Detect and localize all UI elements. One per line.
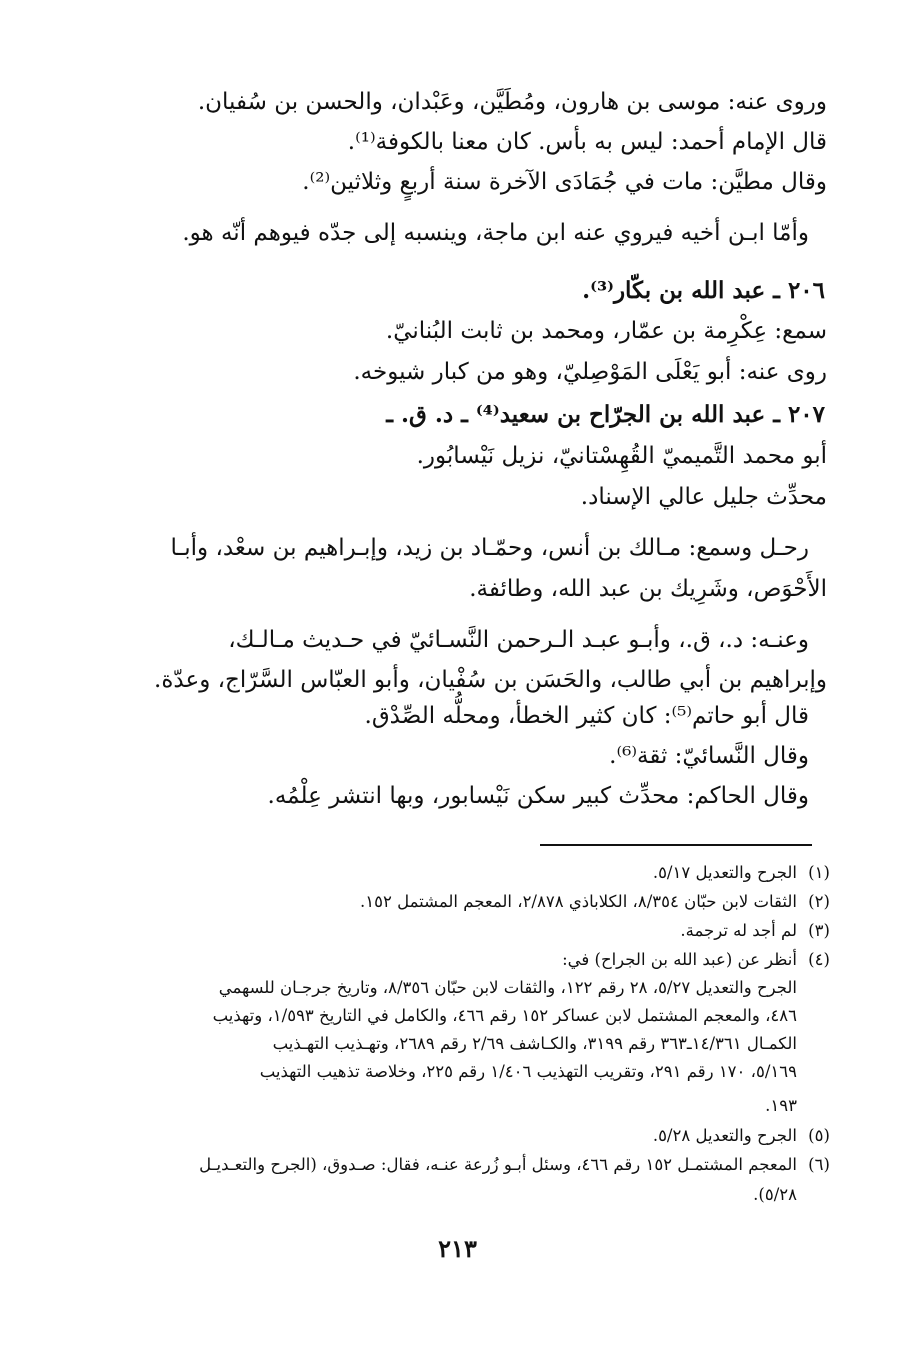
text-line: وقال الحاكم: محدِّث كبير سكن نَيْسابور، وبها انتشر عِلْمُه. bbox=[267, 783, 809, 809]
text-line: وروى عنه: موسى بن هارون، ومُطَيَّن، وعَبْدان، والحسن بن سُفيان. bbox=[197, 89, 827, 115]
footnote-number: (٦) bbox=[808, 1155, 830, 1174]
footnote-text: ٥/١٦٩، ١٧٠ رقم ٢٩١، وتقريب التهذيب ١/٤٠٦ رقم ٢٢٥، وخلاصة تذهيب التهذيب bbox=[259, 1062, 797, 1081]
text-line: وإبراهيم بن أبي طالب، والحَسَن بن سُفْيان، وأبو العبّاس السَّرّاج، وعدّة. bbox=[154, 667, 827, 693]
footnote-number: (٥) bbox=[808, 1126, 830, 1145]
text-line: قال أبو حاتم⁽⁵⁾: كان كثير الخطأ، ومحلُّه الصِّدْق. bbox=[364, 703, 809, 729]
footnote-text: الجرح والتعديل ٥/١٧. bbox=[652, 863, 797, 882]
footnote-text: ٤٨٦، والمعجم المشتمل لابن عساكر ١٥٢ رقم ٤٦٦، والكامل في التاريخ ١/٥٩٣، وتهذيب bbox=[212, 1006, 797, 1025]
footnote-text: الثقات لابن حبّان ٨/٣٥٤، الكلاباذي ٢/٨٧٨، المعجم المشتمل ١٥٢. bbox=[360, 892, 797, 911]
text-line: وقال النَّسائيّ: ثقة⁽⁶⁾. bbox=[609, 743, 809, 769]
footnote-text: الكمـال ١٤/٣٦١ـ٣٦٣ رقم ٣١٩٩، والكـاشف ٢/٦٩ رقم ٢٦٨٩، وتهـذيب التهـذيب bbox=[272, 1034, 797, 1053]
paragraph-line: رحـل وسمع: مـالك بن أنس، وحمّـاد بن زيد، وإبـراهيم بن سعْد، وأبـا bbox=[170, 535, 809, 561]
footnote-text: لم أجد له ترجمة. bbox=[680, 921, 797, 940]
footnote-number: (٢) bbox=[808, 892, 830, 911]
entry-heading-207: ٢٠٧ ـ عبد الله بن الجرّاح بن سعيد⁽⁴⁾ ـ د. ق. ـ bbox=[386, 401, 825, 428]
footnote-text: المعجم المشتمـل ١٥٢ رقم ٤٦٦، وسئل أبـو زُرعة عنـه، فقال: صـدوق، (الجرح والتعـديـل bbox=[199, 1155, 797, 1174]
text-line: روى عنه: أبو يَعْلَى المَوْصِليّ، وهو من كبار شيوخه. bbox=[353, 359, 827, 385]
footnote-text: ١٩٣. bbox=[765, 1096, 797, 1115]
text-line: وقال مطيَّن: مات في جُمَادَى الآخرة سنة أربعٍ وثلاثين⁽²⁾. bbox=[302, 169, 827, 195]
footnote-text: ٥/٢٨). bbox=[753, 1185, 797, 1204]
entry-heading-206: ٢٠٦ ـ عبد الله بن بكّار⁽³⁾. bbox=[582, 277, 825, 304]
footnote-number: (٤) bbox=[808, 950, 830, 969]
text-line: قال الإمام أحمد: ليس به بأس. كان معنا بالكوفة⁽¹⁾. bbox=[347, 129, 827, 155]
footnote-text: الجرح والتعديل ٥/٢٨. bbox=[652, 1126, 797, 1145]
paragraph-line: وأمّا ابـن أخيه فيروي عنه ابن ماجة، وينسبه إلى جدّه فيوهم أنّه هو. bbox=[182, 220, 809, 246]
footnote-text: أنظر عن (عبد الله بن الجراح) في: bbox=[562, 950, 797, 969]
footnote-text: الجرح والتعديل ٥/٢٧، ٢٨ رقم ١٢٢، والثقات لابن حبّان ٨/٣٥٦، وتاريخ جرجـان للسهمي bbox=[218, 978, 797, 997]
text-line: أبو محمد التَّميميّ القُهِسْتانيّ، نزيل نَيْسابُور. bbox=[416, 443, 827, 469]
page-number: ٢١٣ bbox=[438, 1234, 477, 1263]
paragraph-line: وعنـه: د.، ق.، وأبـو عبـد الـرحمن النَّسـائيّ في حـديث مـالـك، bbox=[228, 627, 809, 653]
text-line: الأَحْوَص، وشَرِيك بن عبد الله، وطائفة. bbox=[469, 576, 827, 602]
text-line: محدِّث جليل عالي الإسناد. bbox=[580, 484, 827, 510]
footnote-number: (١) bbox=[808, 863, 830, 882]
footnote-separator bbox=[540, 844, 812, 846]
text-line: سمع: عِكْرِمة بن عمّار، ومحمد بن ثابت البُنانيّ. bbox=[385, 318, 827, 344]
footnote-number: (٣) bbox=[808, 921, 830, 940]
